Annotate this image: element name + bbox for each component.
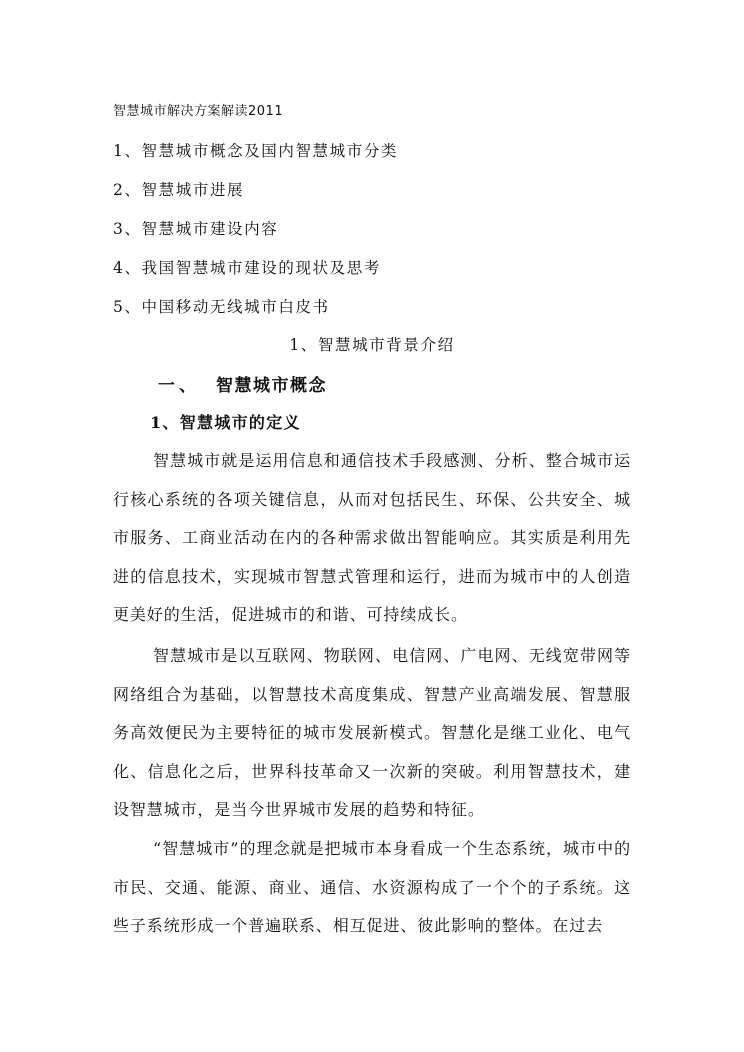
body-paragraph: 智慧城市就是运用信息和通信技术手段感测、分析、整合城市运行核心系统的各项关键信息，从而对包括民生、环保、公共安全、城市服务、工商业活动在内的各种需求做出智能响应。其实质是利用先进的信息技术，实现城市智慧式管理和运行，进而为城市中的人创造更美好的生活，促进城市的和谐、可持续成长。 xyxy=(113,451,631,624)
chapter-heading xyxy=(158,371,327,396)
chapter-number: 一、 xyxy=(158,376,200,396)
toc-item: 4、我国智慧城市建设的现状及思考 xyxy=(113,259,381,277)
section-title: 1、智慧城市背景介绍 xyxy=(289,336,455,354)
chapter-title: 智慧城市概念 xyxy=(216,376,327,396)
toc-item: 2、智慧城市进展 xyxy=(113,181,245,199)
toc-item: 1、智慧城市概念及国内智慧城市分类 xyxy=(113,142,399,160)
body-paragraph: “智慧城市”的理念就是把城市本身看成一个生态系统，城市中的市民、交通、能源、商业、通信、水资源构成了一个个的子系统。这些子系统形成一个普遍联系、相互促进、彼此影响的整体。在过去 xyxy=(113,839,631,935)
document-header: 智慧城市解决方案解读2011 xyxy=(113,104,284,119)
toc-item: 3、智慧城市建设内容 xyxy=(113,220,279,238)
toc-item: 5、中国移动无线城市白皮书 xyxy=(113,298,330,316)
body-paragraph: 智慧城市是以互联网、物联网、电信网、广电网、无线宽带网等网络组合为基础，以智慧技术高度集成、智慧产业高端发展、智慧服务高效便民为主要特征的城市发展新模式。智慧化是继工业化、电气化、信息化之后，世界科技革命又一次新的突破。利用智慧技术，建设智慧城市，是当今世界城市发展的趋势和特征。 xyxy=(113,646,631,819)
subsection-heading: 1、智慧城市的定义 xyxy=(150,413,301,432)
